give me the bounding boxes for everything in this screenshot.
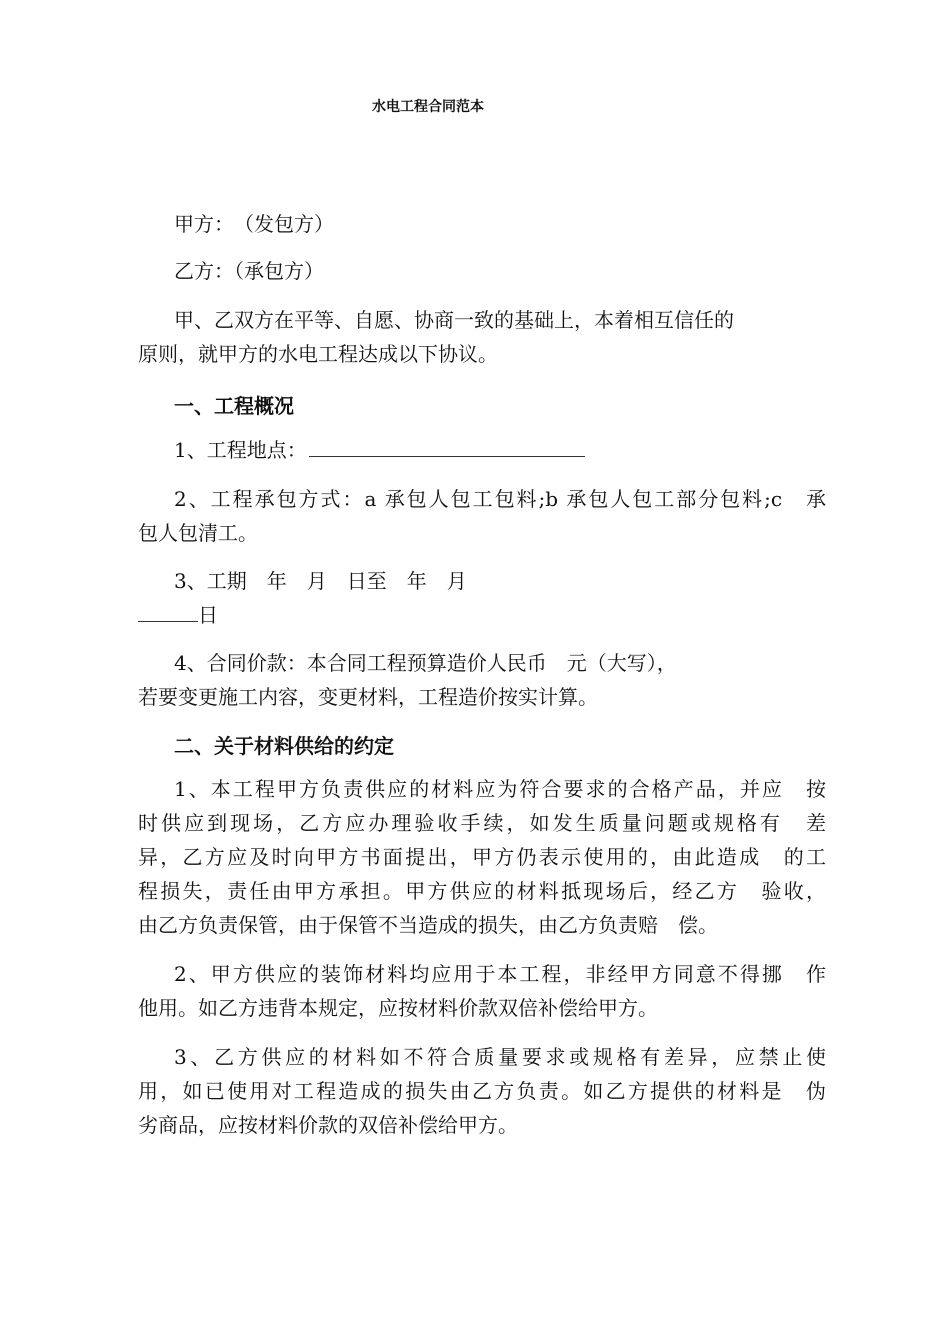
section1-item4-line2: 若要变更施工内容，变更材料，工程造价按实计算。 xyxy=(138,685,598,709)
section1-item3-line1: 3、工期 年 月 日至 年 月 xyxy=(174,569,467,593)
section2-p3-line2: 用，如已使用对工程造成的损失由乙方负责。如乙方提供的材料是 伪 xyxy=(138,1079,826,1103)
party-a-line: 甲方： （发包方） xyxy=(174,212,334,236)
intro-line-2: 原则，就甲方的水电工程达成以下协议。 xyxy=(138,342,498,366)
document-title: 水电工程合同范本 xyxy=(372,99,484,115)
item1-label: 1、工程地点： xyxy=(174,438,307,462)
section1-item3-line2 xyxy=(0,601,950,629)
section2-p3-line3: 劣商品，应按材料价款的双倍补偿给甲方。 xyxy=(138,1113,518,1137)
section2-p1-line4: 程损失，责任由甲方承担。甲方供应的材料抵现场后，经乙方 验收， xyxy=(138,879,826,903)
day-label: 日 xyxy=(198,603,218,627)
party-b-line: 乙方：（承包方） xyxy=(174,259,324,283)
section2-p2-line1: 2、甲方供应的装饰材料均应用于本工程，非经甲方同意不得挪 作 xyxy=(174,962,826,986)
intro-line-1: 甲、乙双方在平等、自愿、协商一致的基础上，本着相互信任的 xyxy=(174,308,734,332)
section1-item2-line1: 2、工程承包方式：a 承包人包工包料;b 承包人包工部分包料;c 承 xyxy=(174,487,826,511)
day-blank xyxy=(138,603,198,622)
section2-p1-line5: 由乙方负责保管，由于保管不当造成的损失，由乙方负责赔 偿。 xyxy=(138,913,718,937)
section2-p1-line1: 1、本工程甲方负责供应的材料应为符合要求的合格产品，并应 按 xyxy=(174,777,826,801)
section2-p2-line2: 他用。如乙方违背本规定，应按材料价款双倍补偿给甲方。 xyxy=(138,996,658,1020)
section1-heading: 一、工程概况 xyxy=(174,394,294,418)
section2-heading: 二、关于材料供给的约定 xyxy=(174,734,394,758)
section1-item2-line2: 包人包清工。 xyxy=(138,521,258,545)
section2-p3-line1: 3、乙方供应的材料如不符合质量要求或规格有差异，应禁止使 xyxy=(174,1045,826,1069)
section1-item1 xyxy=(0,436,950,464)
location-blank xyxy=(309,438,585,457)
section1-item4-line1: 4、合同价款：本合同工程预算造价人民币 元（大写）， xyxy=(174,651,677,675)
section2-p1-line2: 时供应到现场，乙方应办理验收手续，如发生质量问题或规格有 差 xyxy=(138,811,826,835)
section2-p1-line3: 异，乙方应及时向甲方书面提出，甲方仍表示使用的，由此造成 的工 xyxy=(138,845,826,869)
